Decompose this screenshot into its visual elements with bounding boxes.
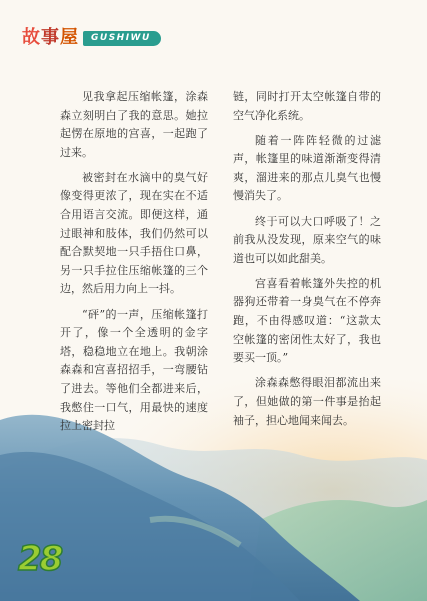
paragraph: “砰”的一声，压缩帐篷打开了，像一个全透明的金字塔，稳稳地立在地上。我朝涂森森和宫喜招招手，一弯腰钻了进去。等他们全都进来后，我憋住一口气，用最快的速度拉上密封拉 [60,307,208,433]
text-column-right [233,88,381,437]
paragraph: 随着一阵阵轻微的过滤声，帐篷里的味道渐渐变得清爽，溜进来的那点儿臭气也慢慢消失了。 [233,133,381,203]
paragraph: 终于可以大口呼吸了！之前我从没发现，原来空气的味道也可以如此甜美。 [233,214,381,265]
logo-char-1: 故 [22,27,41,48]
text-column-left [60,88,208,442]
paragraph: 宫喜看着帐篷外失控的机器狗还带着一身臭气在不停奔跑，不由得感叹道：“这款太空帐篷的密闭性太好了，我也要买一顶。” [233,276,381,365]
paragraph: 见我拿起压缩帐篷，涂森森立刻明白了我的意思。她拉起愣在原地的宫喜，一起跑了过来。 [60,90,208,159]
logo-char-3: 屋 [60,27,79,48]
paragraph: 涂森森憋得眼泪都流出来了，但她做的第一件事是抬起袖子，担心地闻来闻去。 [233,376,381,427]
page-number: 28 [18,539,62,579]
logo-char-2: 事 [41,27,60,48]
paragraph-continued: 链，同时打开太空帐篷自带的空气净化系统。 [233,90,381,122]
magazine-logo [22,27,161,49]
logo-badge: GUSHIWU [83,31,161,46]
logo-title [22,27,79,49]
paragraph: 被密封在水滴中的臭气好像变得更浓了，现在实在不适合用语言交流。即便这样，通过眼神和肢体，我们仍然可以配合默契地一只手捂住口鼻，另一只手拉住压缩帐篷的三个边，然后用力向上一抖。 [60,170,208,296]
